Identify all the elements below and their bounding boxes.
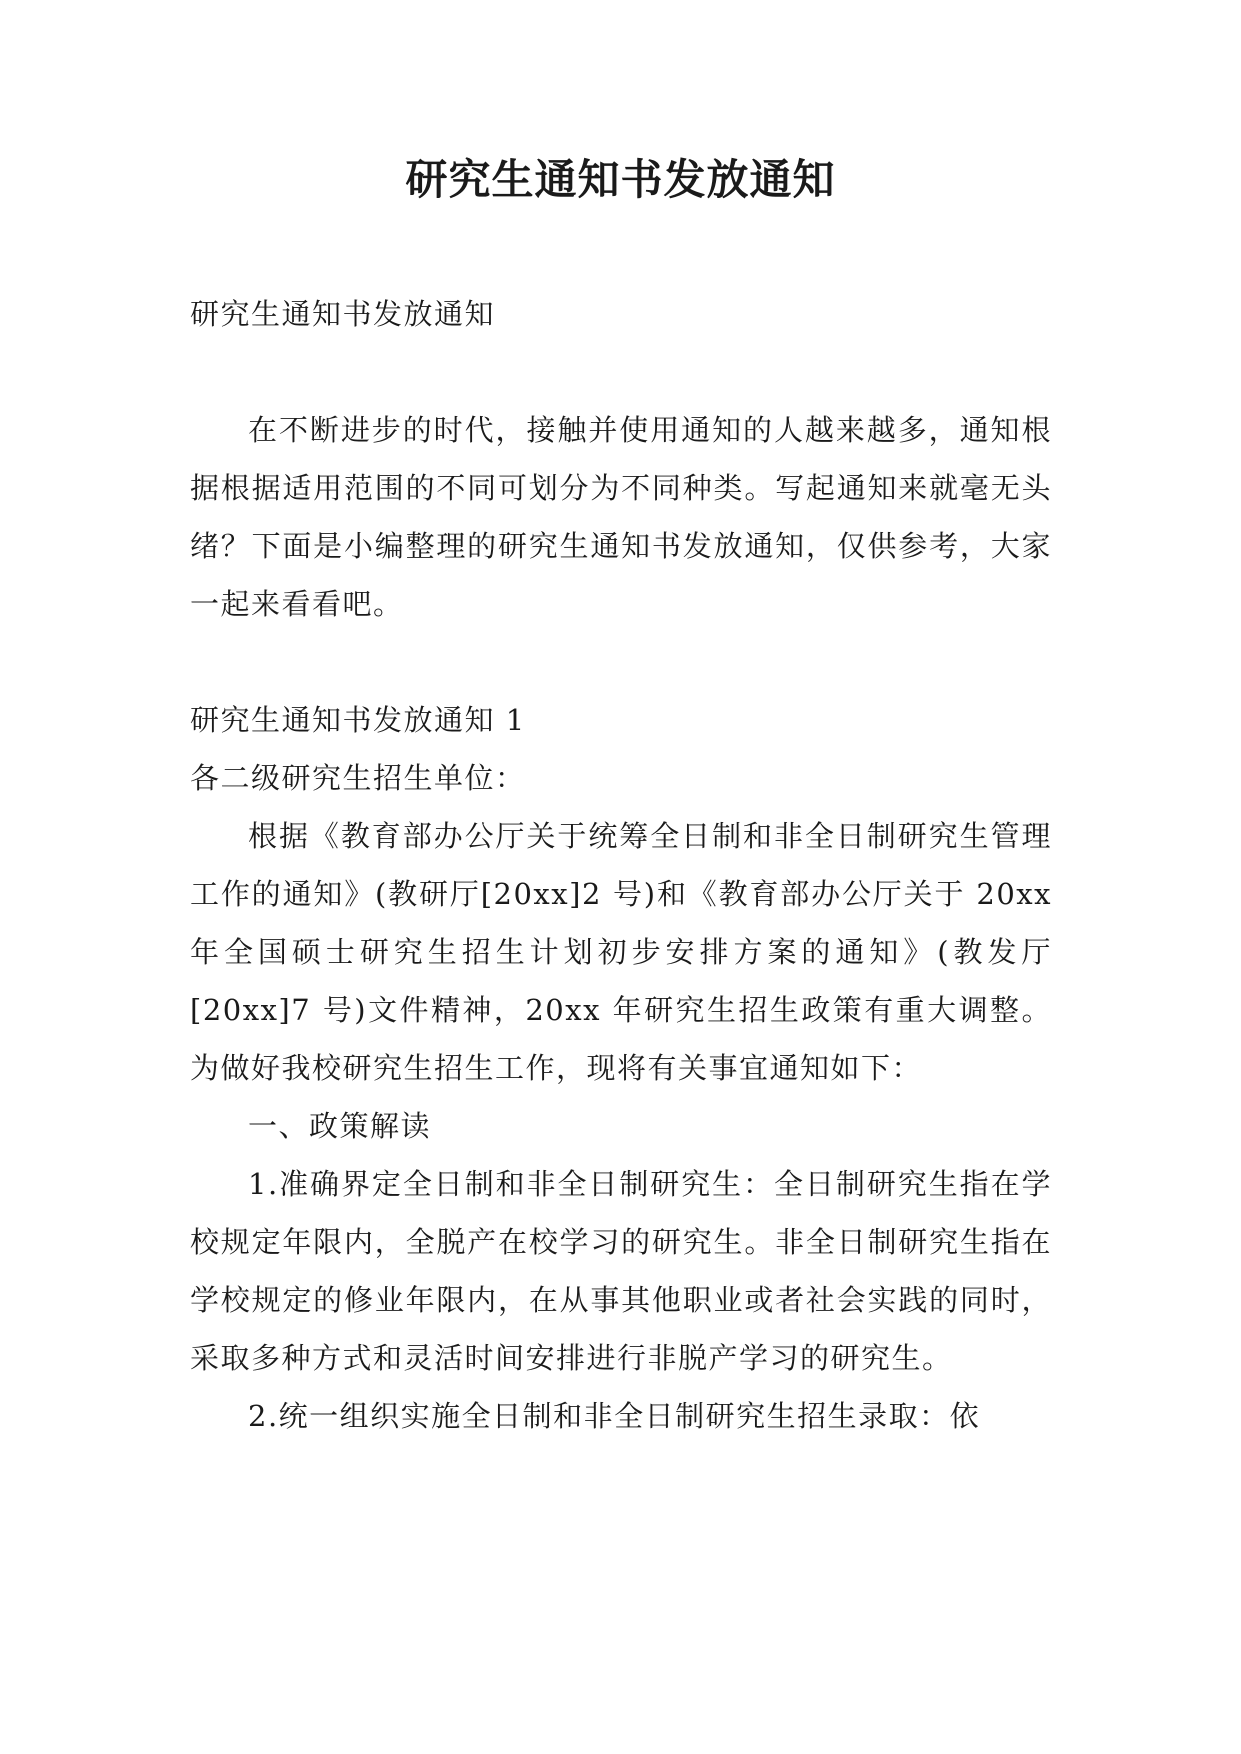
spacer — [190, 633, 1052, 691]
policy-item-1: 1.准确界定全日制和非全日制研究生：全日制研究生指在学校规定年限内，全脱产在校学习的研究生。非全日制研究生指在学校规定的修业年限内，在从事其他职业或者社会实践的同时，采取多种方式和灵活时间安排进行非脱产学习的研究生。 — [190, 1167, 1052, 1375]
policy-heading: 一、政策解读 — [248, 1109, 432, 1143]
policy-item-2: 2.统一组织实施全日制和非全日制研究生招生录取：依 — [248, 1399, 981, 1433]
body-paragraph: 根据《教育部办公厅关于统筹全日制和非全日制研究生管理工作的通知》(教研厅[20xx]2 号)和《教育部办公厅关于 20xx 年全国硕士研究生招生计划初步安排方案的通知》(教发厅[20xx]7 号)文件精神，20xx 年研究生招生政策有重大调整。为做好我校研究生招生工作，现将有关事宜通知如下： — [190, 819, 1052, 1085]
section-heading: 研究生通知书发放通知 1 — [190, 703, 526, 737]
salutation: 各二级研究生招生单位： — [190, 761, 526, 795]
spacer — [190, 343, 1052, 401]
document-body — [190, 285, 1052, 1445]
intro-paragraph: 在不断进步的时代，接触并使用通知的人越来越多，通知根据根据适用范围的不同可划分为不同种类。写起通知来就毫无头绪？下面是小编整理的研究生通知书发放通知，仅供参考，大家一起来看看吧。 — [190, 413, 1052, 621]
document-title: 研究生通知书发放通知 — [405, 155, 836, 204]
document-subtitle: 研究生通知书发放通知 — [190, 297, 496, 331]
